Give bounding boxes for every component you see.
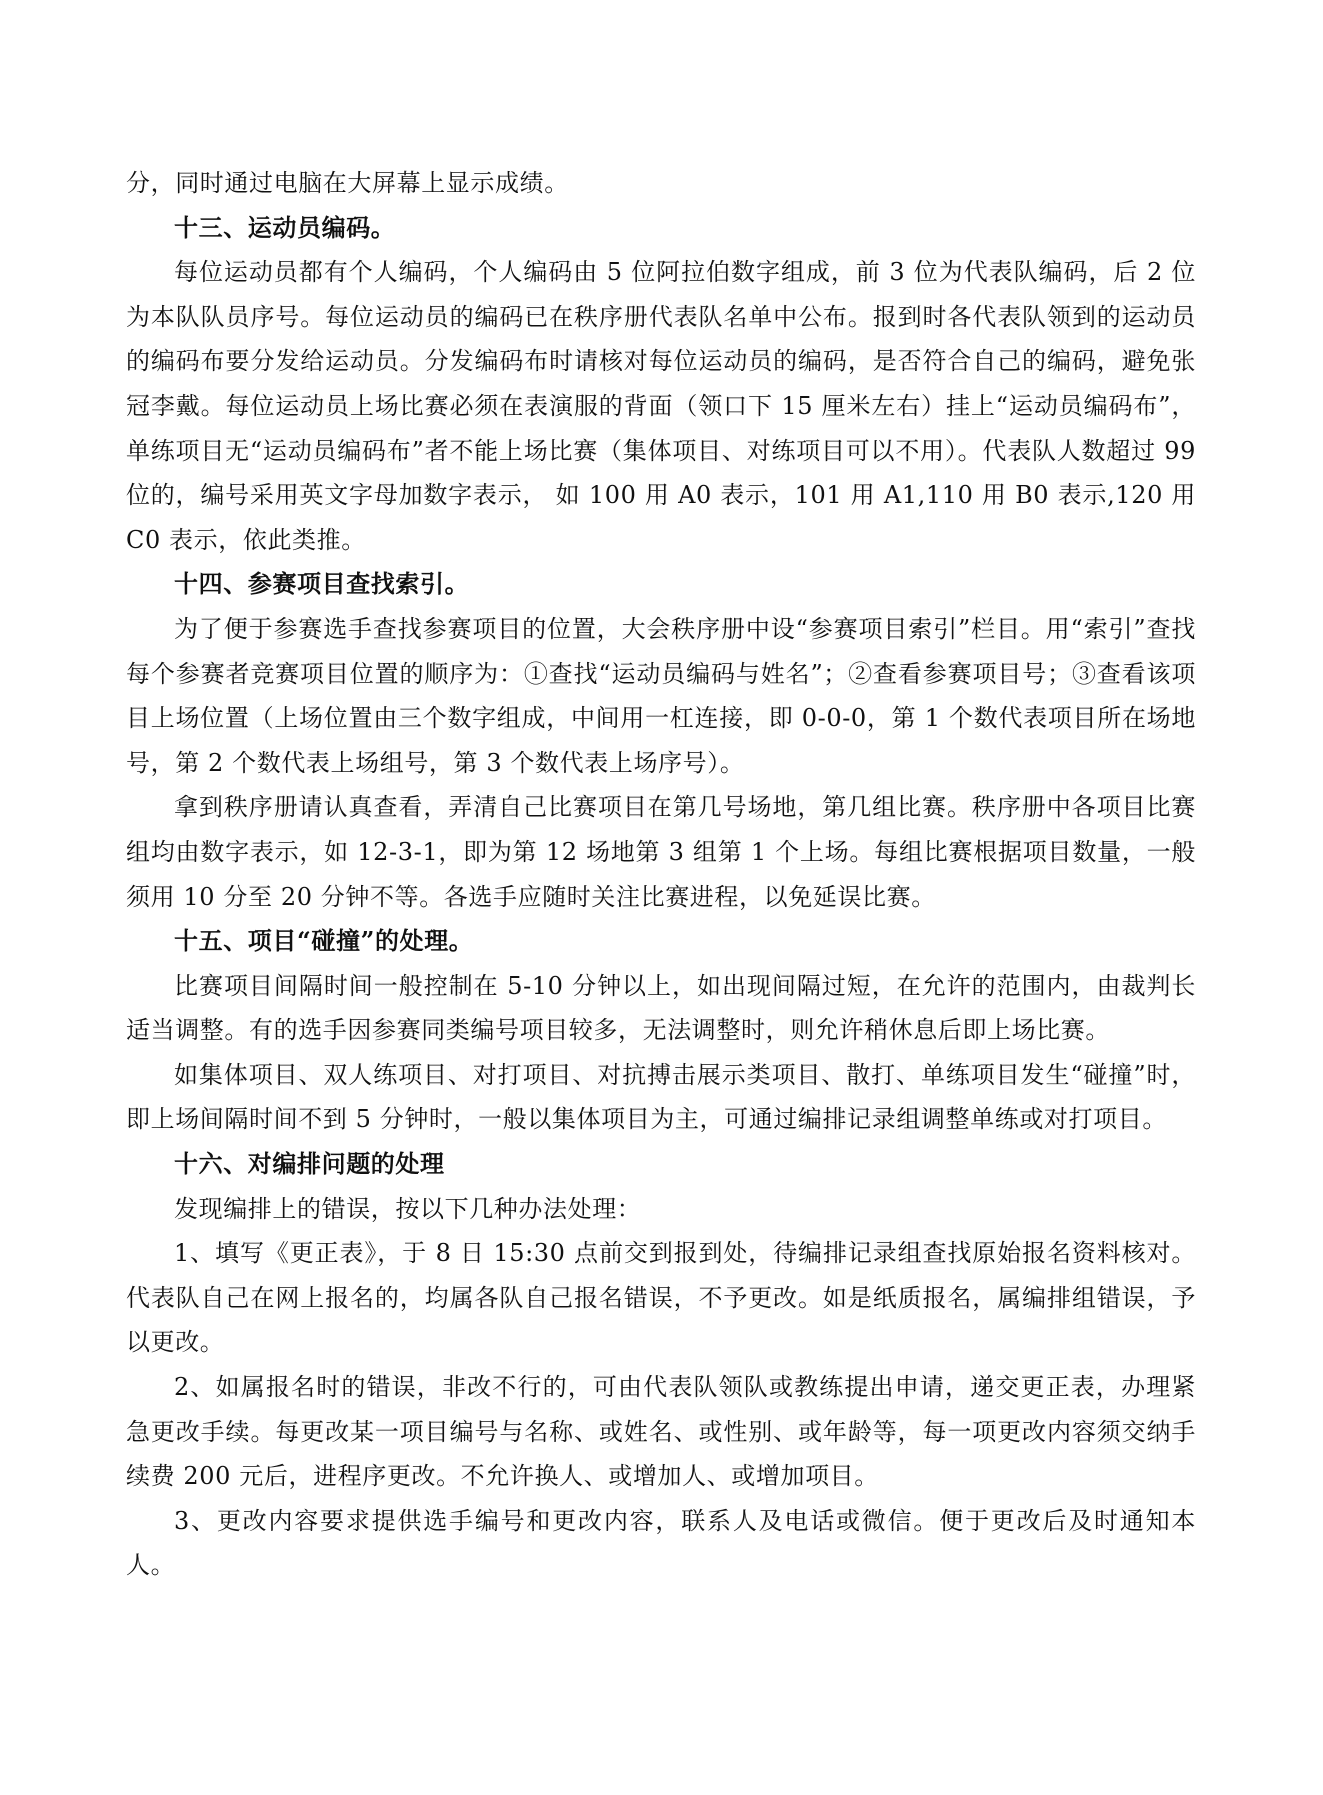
section-heading-14: 十四、参赛项目查找索引。 — [174, 569, 470, 599]
paragraph-collision-priority: 如集体项目、双人练项目、对打项目、对抗搏击展示类项目、散打、单练项目发生“碰撞”时，即上场间隔时间不到 5 分钟时，一般以集体项目为主，可通过编排记录组调整单练或对打项目。 — [126, 1060, 1196, 1134]
section-heading-15: 十五、项目“碰撞”的处理。 — [174, 926, 474, 956]
paragraph-index-lookup: 为了便于参赛选手查找参赛项目的位置，大会秩序册中设“参赛项目索引”栏目。用“索引”查找每个参赛者竞赛项目位置的顺序为：①查找“运动员编码与姓名”；②查看参赛项目号；③查看该项目上场位置（上场位置由三个数字组成，中间用一杠连接，即 0-0-0，第 1 个数代表项目所在场地号，第 2 个数代表上场组号，第 3 个数代表上场序号）。 — [126, 614, 1196, 777]
paragraph-error-intro: 发现编排上的错误，按以下几种办法处理： — [174, 1194, 642, 1223]
paragraph-schedule-check: 拿到秩序册请认真查看，弄清自己比赛项目在第几号场地，第几组比赛。秩序册中各项目比赛组均由数字表示，如 12-3-1，即为第 12 场地第 3 组第 1 个上场。每组比赛根据项目数量，一般须用 10 分至 20 分钟不等。各选手应随时关注比赛进程，以免延误比赛。 — [126, 793, 1196, 911]
paragraph-error-item-2: 2、如属报名时的错误，非改不行的，可由代表队领队或教练提出申请，递交更正表，办理紧急更改手续。每更改某一项目编号与名称、或姓名、或性别、或年龄等，每一项更改内容须交纳手续费 200 元后，进程序更改。不允许换人、或增加人、或增加项目。 — [126, 1373, 1196, 1491]
section-heading-13: 十三、运动员编码。 — [174, 212, 396, 242]
section-heading-16: 十六、对编排问题的处理 — [174, 1149, 445, 1179]
paragraph-error-item-3: 3、更改内容要求提供选手编号和更改内容，联系人及电话或微信。便于更改后及时通知本人。 — [126, 1506, 1196, 1580]
document-page — [126, 161, 1196, 1588]
paragraph-interval-control: 比赛项目间隔时间一般控制在 5-10 分钟以上，如出现间隔过短，在允许的范围内，由裁判长适当调整。有的选手因参赛同类编号项目较多，无法调整时，则允许稍休息后即上场比赛。 — [126, 971, 1196, 1045]
paragraph-error-item-1: 1、填写《更正表》，于 8 日 15:30 点前交到报到处，待编排记录组查找原始报名资料核对。代表队自己在网上报名的，均属各队自己报名错误，不予更改。如是纸质报名，属编排组错误，予以更改。 — [126, 1239, 1196, 1357]
paragraph-continuation: 分，同时通过电脑在大屏幕上显示成绩。 — [126, 169, 569, 197]
paragraph-athlete-code: 每位运动员都有个人编码，个人编码由 5 位阿拉伯数字组成，前 3 位为代表队编码，后 2 位为本队队员序号。每位运动员的编码已在秩序册代表队名单中公布。报到时各代表队领到的运动员的编码布要分发给运动员。分发编码布时请核对每位运动员的编码，是否符合自己的编码，避免张冠李戴。每位运动员上场比赛必须在表演服的背面（领口下 15 厘米左右）挂上“运动员编码布”，单练项目无“运动员编码布”者不能上场比赛（集体项目、对练项目可以不用）。代表队人数超过 99 位的，编号采用英文字母加数字表示， 如 100 用 A0 表示，101 用 A1,110 用 B0 表示,120 用 C0 表示，依此类推。 — [126, 258, 1196, 554]
